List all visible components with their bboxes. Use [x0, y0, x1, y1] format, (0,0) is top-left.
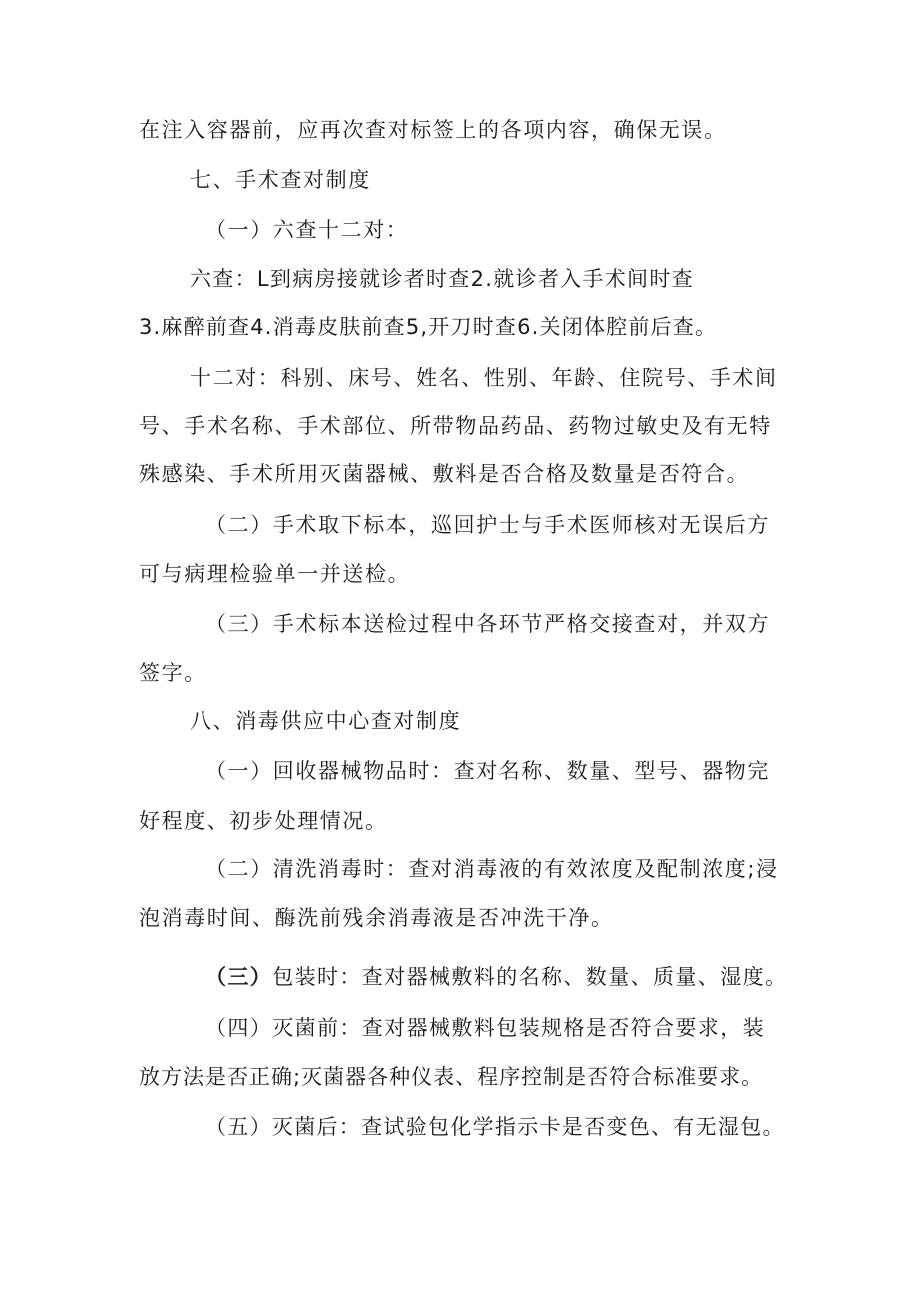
- paragraph-line: 签字。: [139, 661, 207, 685]
- paragraph-line: 可与病理检验单一并送检。: [139, 562, 411, 586]
- paragraph-line: （五）灭菌后：查试验包化学指示卡是否变色、有无湿包。: [205, 1115, 785, 1139]
- paragraph-line: （二）清洗消毒时：查对消毒液的有效浓度及配制浓度;浸: [205, 857, 779, 881]
- paragraph-line: （二）手术取下标本，巡回护士与手术医师核对无误后方: [205, 513, 770, 537]
- paragraph-line: 好程度、初步处理情况。: [139, 809, 388, 833]
- paragraph-line: （四）灭菌前：查对器械敷料包装规格是否符合要求，装: [205, 1016, 765, 1040]
- paragraph-line: （一）回收器械物品时：查对名称、数量、型号、器物完: [205, 759, 770, 783]
- subheading-six-twelve: （一）六查十二对：: [205, 218, 409, 242]
- paragraph-line-packing: [205, 962, 787, 992]
- packing-item-label: （三）: [205, 965, 273, 989]
- paragraph-line: 十二对：科别、床号、姓名、性别、年龄、住院号、手术间: [190, 366, 778, 390]
- paragraph-line: 在注入容器前，应再次查对标签上的各项内容，确保无误。: [139, 118, 727, 142]
- packing-item-text: 包装时：查对器械敷料的名称、数量、质量、湿度。: [272, 965, 788, 989]
- paragraph-line: （三）手术标本送检过程中各环节严格交接查对，并双方: [205, 612, 770, 636]
- section-heading-sterile-supply: 八、消毒供应中心查对制度: [190, 709, 462, 733]
- section-heading-surgery-check: 七、手术查对制度: [190, 168, 371, 192]
- paragraph-line: 六查：L到病房接就诊者时查2.就诊者入手术间时查: [190, 267, 694, 291]
- paragraph-line: 泡消毒时间、酶洗前残余消毒液是否冲洗干净。: [139, 906, 614, 930]
- paragraph-line: 3.麻醉前查4.消毒皮肤前查5,开刀时查6.关闭体腔前后查。: [139, 315, 718, 339]
- paragraph-line: 放方法是否正确;灭菌器各种仪表、程序控制是否符合标准要求。: [139, 1065, 764, 1089]
- paragraph-line: 殊感染、手术所用灭菌器械、敷料是否合格及数量是否符合。: [139, 462, 750, 486]
- paragraph-line: 号、手术名称、手术部位、所带物品药品、药物过敏史及有无特: [139, 414, 772, 438]
